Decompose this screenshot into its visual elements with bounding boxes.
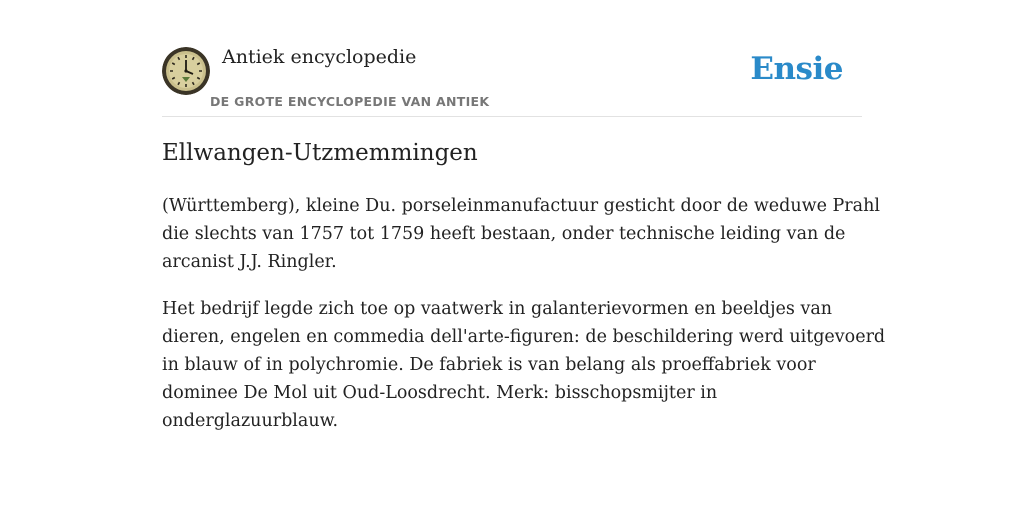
paragraph-line: dieren, engelen en commedia dell'arte-figuren: de beschildering werd uitgevoerd [162,327,886,347]
paragraph-line: (Württemberg), kleine Du. porseleinmanufactuur gesticht door de weduwe Prahl [162,196,880,216]
brand-logo[interactable]: Ensie [750,51,843,87]
article-paragraph-1 [162,192,880,276]
paragraph-line: in blauw of in polychromie. De fabriek is van belang als proeffabriek voor [162,355,816,375]
article-title: Ellwangen-Utzmemmingen [162,140,478,166]
paragraph-line: Het bedrijf legde zich toe op vaatwerk in galanterievormen en beeldjes van [162,299,833,319]
site-title[interactable]: Antiek encyclopedie [222,46,417,68]
clock-icon[interactable] [162,47,210,95]
paragraph-line: arcanist J.J. Ringler. [162,252,337,272]
site-header [162,44,862,117]
article-body [162,192,886,454]
paragraph-line: dominee De Mol uit Oud-Loosdrecht. Merk: bisschopsmijter in [162,383,718,403]
paragraph-line: die slechts van 1757 tot 1759 heeft bestaan, onder technische leiding van de [162,224,846,244]
paragraph-line: onderglazuurblauw. [162,411,339,431]
article-paragraph-2 [162,295,886,435]
site-subtitle: DE GROTE ENCYCLOPEDIE VAN ANTIEK [210,94,490,109]
